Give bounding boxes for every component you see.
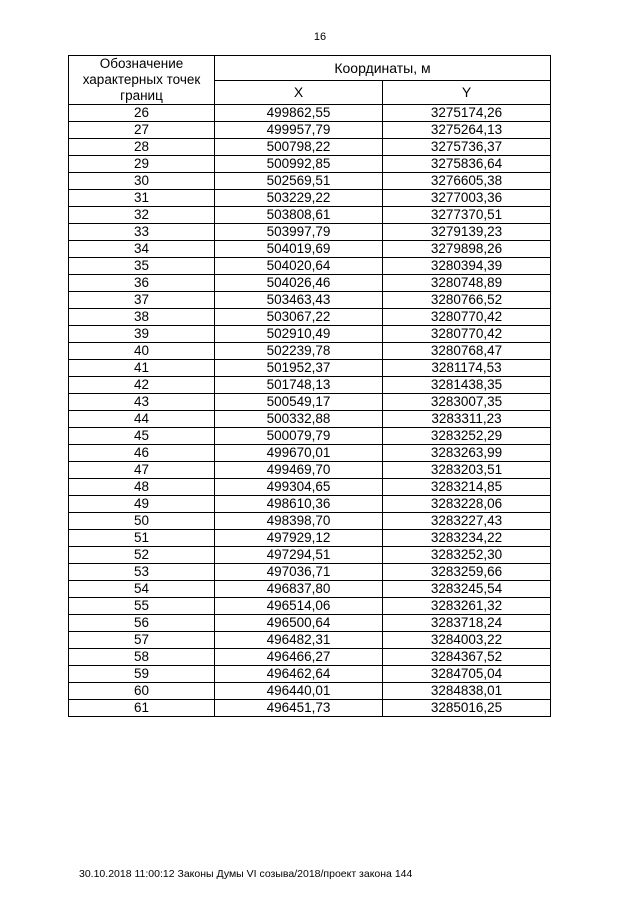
x-coordinate-cell: 500549,17 [215, 394, 383, 411]
point-number-cell: 46 [69, 445, 215, 462]
y-coordinate-cell: 3284838,01 [383, 683, 551, 700]
page-number: 16 [313, 31, 327, 43]
point-number-cell: 57 [69, 632, 215, 649]
y-coordinate-cell: 3283263,99 [383, 445, 551, 462]
point-number-cell: 36 [69, 275, 215, 292]
point-number-cell: 37 [69, 292, 215, 309]
point-number-cell: 32 [69, 207, 215, 224]
point-number-cell: 33 [69, 224, 215, 241]
x-coordinate-cell: 499304,65 [215, 479, 383, 496]
x-coordinate-cell: 497036,71 [215, 564, 383, 581]
y-coordinate-cell: 3283252,30 [383, 547, 551, 564]
y-coordinate-cell: 3279898,26 [383, 241, 551, 258]
table-row [69, 513, 551, 530]
point-number-cell: 55 [69, 598, 215, 615]
y-coordinate-cell: 3284367,52 [383, 649, 551, 666]
y-coordinate-cell: 3281174,53 [383, 360, 551, 377]
y-coordinate-cell: 3280766,52 [383, 292, 551, 309]
table-row [69, 564, 551, 581]
x-coordinate-cell: 503067,22 [215, 309, 383, 326]
table-row [69, 224, 551, 241]
x-coordinate-cell: 496466,27 [215, 649, 383, 666]
table-row [69, 700, 551, 717]
x-coordinate-cell: 504020,64 [215, 258, 383, 275]
table-row [69, 581, 551, 598]
y-coordinate-cell: 3279139,23 [383, 224, 551, 241]
table-row [69, 445, 551, 462]
point-number-cell: 42 [69, 377, 215, 394]
x-coordinate-cell: 497929,12 [215, 530, 383, 547]
x-coordinate-cell: 501952,37 [215, 360, 383, 377]
x-coordinate-cell: 496514,06 [215, 598, 383, 615]
point-number-cell: 60 [69, 683, 215, 700]
table-row [69, 207, 551, 224]
y-coordinate-cell: 3277370,51 [383, 207, 551, 224]
table-row [69, 411, 551, 428]
x-coordinate-cell: 499862,55 [215, 105, 383, 122]
point-number-cell: 45 [69, 428, 215, 445]
y-coordinate-cell: 3283203,51 [383, 462, 551, 479]
y-coordinate-cell: 3280770,42 [383, 309, 551, 326]
point-number-cell: 39 [69, 326, 215, 343]
x-coordinate-cell: 499957,79 [215, 122, 383, 139]
y-coordinate-cell: 3283261,32 [383, 598, 551, 615]
y-coordinate-cell: 3283007,35 [383, 394, 551, 411]
table-row [69, 292, 551, 309]
point-number-cell: 52 [69, 547, 215, 564]
y-coordinate-cell: 3275264,13 [383, 122, 551, 139]
y-coordinate-cell: 3283259,66 [383, 564, 551, 581]
x-coordinate-cell: 500332,88 [215, 411, 383, 428]
point-number-cell: 51 [69, 530, 215, 547]
x-coordinate-cell: 499469,70 [215, 462, 383, 479]
point-number-cell: 41 [69, 360, 215, 377]
y-coordinate-cell: 3285016,25 [383, 700, 551, 717]
point-number-cell: 31 [69, 190, 215, 207]
table-row [69, 326, 551, 343]
point-number-cell: 47 [69, 462, 215, 479]
x-coordinate-cell: 503808,61 [215, 207, 383, 224]
y-coordinate-cell: 3283227,43 [383, 513, 551, 530]
coordinates-table [68, 55, 551, 717]
y-coordinate-cell: 3283245,54 [383, 581, 551, 598]
table-row [69, 258, 551, 275]
header-x: X [215, 80, 383, 105]
point-number-cell: 44 [69, 411, 215, 428]
table-row [69, 530, 551, 547]
y-coordinate-cell: 3280748,89 [383, 275, 551, 292]
y-coordinate-cell: 3283228,06 [383, 496, 551, 513]
x-coordinate-cell: 504019,69 [215, 241, 383, 258]
point-number-cell: 26 [69, 105, 215, 122]
x-coordinate-cell: 502239,78 [215, 343, 383, 360]
table-body [69, 105, 551, 717]
table-row [69, 377, 551, 394]
x-coordinate-cell: 502569,51 [215, 173, 383, 190]
point-number-cell: 59 [69, 666, 215, 683]
x-coordinate-cell: 496500,64 [215, 615, 383, 632]
table-row [69, 496, 551, 513]
y-coordinate-cell: 3280768,47 [383, 343, 551, 360]
point-number-cell: 43 [69, 394, 215, 411]
table-row [69, 241, 551, 258]
x-coordinate-cell: 496440,01 [215, 683, 383, 700]
x-coordinate-cell: 496462,64 [215, 666, 383, 683]
point-number-cell: 49 [69, 496, 215, 513]
table-row [69, 649, 551, 666]
point-number-cell: 27 [69, 122, 215, 139]
y-coordinate-cell: 3275174,26 [383, 105, 551, 122]
point-number-cell: 38 [69, 309, 215, 326]
table-row [69, 632, 551, 649]
point-number-cell: 53 [69, 564, 215, 581]
x-coordinate-cell: 500992,85 [215, 156, 383, 173]
point-number-cell: 61 [69, 700, 215, 717]
y-coordinate-cell: 3284003,22 [383, 632, 551, 649]
table-row [69, 462, 551, 479]
y-coordinate-cell: 3281438,35 [383, 377, 551, 394]
y-coordinate-cell: 3275736,37 [383, 139, 551, 156]
header-coordinates: Координаты, м [215, 56, 551, 81]
table-row [69, 343, 551, 360]
x-coordinate-cell: 501748,13 [215, 377, 383, 394]
table-row [69, 360, 551, 377]
x-coordinate-cell: 503463,43 [215, 292, 383, 309]
header-y: Y [383, 80, 551, 105]
x-coordinate-cell: 500079,79 [215, 428, 383, 445]
y-coordinate-cell: 3283718,24 [383, 615, 551, 632]
table-row [69, 122, 551, 139]
table-row [69, 173, 551, 190]
y-coordinate-cell: 3280770,42 [383, 326, 551, 343]
x-coordinate-cell: 503229,22 [215, 190, 383, 207]
table-row [69, 105, 551, 122]
header-point-designation: Обозначение характерных точек границ [69, 56, 215, 105]
table-row [69, 275, 551, 292]
table-row [69, 156, 551, 173]
x-coordinate-cell: 502910,49 [215, 326, 383, 343]
x-coordinate-cell: 503997,79 [215, 224, 383, 241]
table-row [69, 683, 551, 700]
y-coordinate-cell: 3283252,29 [383, 428, 551, 445]
point-number-cell: 48 [69, 479, 215, 496]
y-coordinate-cell: 3283234,22 [383, 530, 551, 547]
table-row [69, 666, 551, 683]
table-row [69, 547, 551, 564]
point-number-cell: 54 [69, 581, 215, 598]
point-number-cell: 56 [69, 615, 215, 632]
table-row [69, 479, 551, 496]
point-number-cell: 35 [69, 258, 215, 275]
table-row [69, 428, 551, 445]
point-number-cell: 50 [69, 513, 215, 530]
y-coordinate-cell: 3283311,23 [383, 411, 551, 428]
table-row [69, 190, 551, 207]
y-coordinate-cell: 3283214,85 [383, 479, 551, 496]
point-number-cell: 28 [69, 139, 215, 156]
x-coordinate-cell: 504026,46 [215, 275, 383, 292]
x-coordinate-cell: 498610,36 [215, 496, 383, 513]
x-coordinate-cell: 497294,51 [215, 547, 383, 564]
x-coordinate-cell: 498398,70 [215, 513, 383, 530]
y-coordinate-cell: 3284705,04 [383, 666, 551, 683]
y-coordinate-cell: 3276605,38 [383, 173, 551, 190]
y-coordinate-cell: 3280394,39 [383, 258, 551, 275]
y-coordinate-cell: 3275836,64 [383, 156, 551, 173]
point-number-cell: 29 [69, 156, 215, 173]
table-row [69, 598, 551, 615]
x-coordinate-cell: 500798,22 [215, 139, 383, 156]
x-coordinate-cell: 499670,01 [215, 445, 383, 462]
x-coordinate-cell: 496451,73 [215, 700, 383, 717]
table-row [69, 615, 551, 632]
table-row [69, 139, 551, 156]
table-row [69, 394, 551, 411]
x-coordinate-cell: 496837,80 [215, 581, 383, 598]
footer-document-path: 30.10.2018 11:00:12 Законы Думы VI созыва/2018/проект закона 144 [79, 868, 413, 880]
point-number-cell: 58 [69, 649, 215, 666]
table-header [69, 56, 551, 105]
point-number-cell: 40 [69, 343, 215, 360]
table-row [69, 309, 551, 326]
point-number-cell: 30 [69, 173, 215, 190]
y-coordinate-cell: 3277003,36 [383, 190, 551, 207]
point-number-cell: 34 [69, 241, 215, 258]
x-coordinate-cell: 496482,31 [215, 632, 383, 649]
